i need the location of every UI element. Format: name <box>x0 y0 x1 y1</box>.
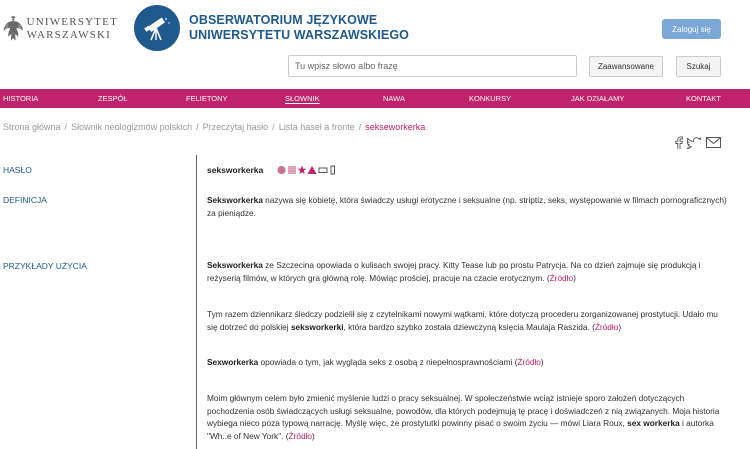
facebook-icon[interactable] <box>674 136 683 149</box>
main-nav <box>0 89 750 108</box>
example-term: Sexworkerka <box>207 357 259 367</box>
source-link[interactable]: Źródło <box>549 272 574 283</box>
observatory-name-line1: OBSERWATORIUM JĘZYKOWE <box>189 13 378 27</box>
example-text-after: , która bardzo szybko została dziewczyną księcia Maulaja Raszida. ( <box>343 321 595 332</box>
search-input[interactable] <box>288 55 577 77</box>
definition <box>207 194 727 219</box>
breadcrumb-separator: / <box>196 122 199 132</box>
login-button[interactable]: Zaloguj się <box>662 19 721 39</box>
example-term: Seksworkerka <box>207 260 263 270</box>
entry-markers <box>277 165 337 175</box>
example-text-before: Moim głównym celem było zmienić myślenie ludzi o pracy seksualnej. W społeczeństwie wciąż istnieje sporo założeń dotyczących pochodzenia osób świadczących usługi seksualne, powodów, dla których podejmują tę pracę i doświadczeń z nią związanych. Moja historia wybiega nieco poza typową narrację. Myślę więc, że prostytutki powinny pisać o swoim życiu — mówi Liara Roux, <box>207 393 720 428</box>
observatory-logo[interactable] <box>134 5 409 51</box>
breadcrumb-separator: / <box>272 122 275 132</box>
definition-term: Seksworkerka <box>207 195 263 205</box>
marker-square-icon <box>288 166 296 174</box>
search-button[interactable]: Szukaj <box>676 56 721 77</box>
example-term: sex workerka <box>627 418 680 428</box>
example-close: ) <box>573 272 576 283</box>
breadcrumb-current: sekseworkerka <box>365 122 426 132</box>
source-link[interactable]: Źródło <box>288 430 313 441</box>
university-name <box>27 16 118 42</box>
example-text-after: ze Szczecina opowiada o kulisach swojej pracy. Kitty Tease lub po prostu Patrycja. Na co dzień zajmuje się produkcją i reżyserią filmów, w których gra główną rolę. Mówiąc prościej, pracuje na czacie erotycznym. ( <box>207 260 701 283</box>
breadcrumb-separator: / <box>64 122 68 132</box>
nav-item-zespol[interactable]: ZESPÓŁ <box>98 94 128 103</box>
example-1 <box>207 259 727 284</box>
column-divider <box>196 155 197 449</box>
twitter-icon[interactable] <box>687 137 702 149</box>
marker-rectangle-icon <box>319 168 327 173</box>
nav-item-felietony[interactable]: FELIETONY <box>186 94 228 103</box>
example-text-after: i autorka "Wh..e of New York". ( <box>207 418 714 441</box>
example-close: ) <box>312 430 315 441</box>
example-term: seksworkerki <box>290 321 344 332</box>
nav-item-slownik[interactable]: SŁOWNIK <box>285 94 320 103</box>
share-icons <box>674 136 721 149</box>
qualifier-markers-icon <box>277 165 337 175</box>
nav-item-nawa[interactable]: NAWA <box>383 94 405 103</box>
example-3 <box>207 356 727 369</box>
label-haslo: HASŁO <box>3 165 32 175</box>
observatory-name-line2: UNIWERSYTETU WARSZAWSKIEGO <box>189 28 409 42</box>
observatory-name <box>189 13 409 43</box>
example-text-after: opowiada o tym, jak wygląda seks z osobą z niepełnosprawnościami ( <box>258 357 518 367</box>
nav-item-konkursy[interactable]: KONKURSY <box>469 94 512 103</box>
label-definicja: DEFINICJA <box>3 195 47 205</box>
source-link[interactable]: Źródło <box>517 357 541 367</box>
marker-triangle-icon <box>308 166 317 174</box>
university-name-line1: UNIWERSYTET <box>26 16 118 28</box>
envelope-icon[interactable] <box>706 137 721 148</box>
university-logo[interactable] <box>3 6 118 52</box>
example-text-before: Tym razem dziennikarz śledczy podzielił się z czytelnikami nowymi wątkami, które dotyczą procederu zorganizowanej prostytucji. Udało mu się dotrzeć do polskiej <box>207 309 718 332</box>
label-przyklady: PRZYKŁADY UŻYCIA <box>3 261 87 271</box>
advanced-search-button[interactable]: Zaawansowane <box>589 56 663 77</box>
example-4 <box>207 392 727 442</box>
example-2 <box>207 308 727 333</box>
source-link[interactable]: Źródło <box>594 321 619 332</box>
nav-item-historia[interactable]: HISTORIA <box>3 94 39 103</box>
university-name-line2: WARSZAWSKI <box>26 29 112 41</box>
marker-circle-icon <box>278 166 286 174</box>
eagle-emblem-icon <box>3 6 24 52</box>
marker-bar-icon <box>331 166 335 174</box>
nav-item-kontakt[interactable]: KONTAKT <box>686 94 721 103</box>
example-close: ) <box>540 357 544 367</box>
breadcrumb-separator: / <box>358 122 362 132</box>
telescope-icon <box>134 5 180 51</box>
definition-text: nazywa się kobietę, która świadczy usługi erotyczne i seksualne (np. striptiz, seks, występowanie w filmach pornograficznych) za pieniądze. <box>207 195 727 218</box>
breadcrumb <box>3 122 425 132</box>
breadcrumb-dictionary[interactable]: Słownik neologizmów polskich <box>71 122 193 132</box>
nav-item-jak-dzialamy[interactable]: JAK DZIAŁAMY <box>571 94 625 103</box>
breadcrumb-entry-list[interactable]: Lista haseł a fronte <box>278 122 355 132</box>
breadcrumb-read-entry[interactable]: Przeczytaj hasło <box>202 122 269 132</box>
marker-star-icon <box>298 166 307 175</box>
breadcrumb-home[interactable]: Strona główna <box>3 122 61 132</box>
headword: seksworkerka <box>207 165 264 175</box>
example-close: ) <box>618 321 622 332</box>
